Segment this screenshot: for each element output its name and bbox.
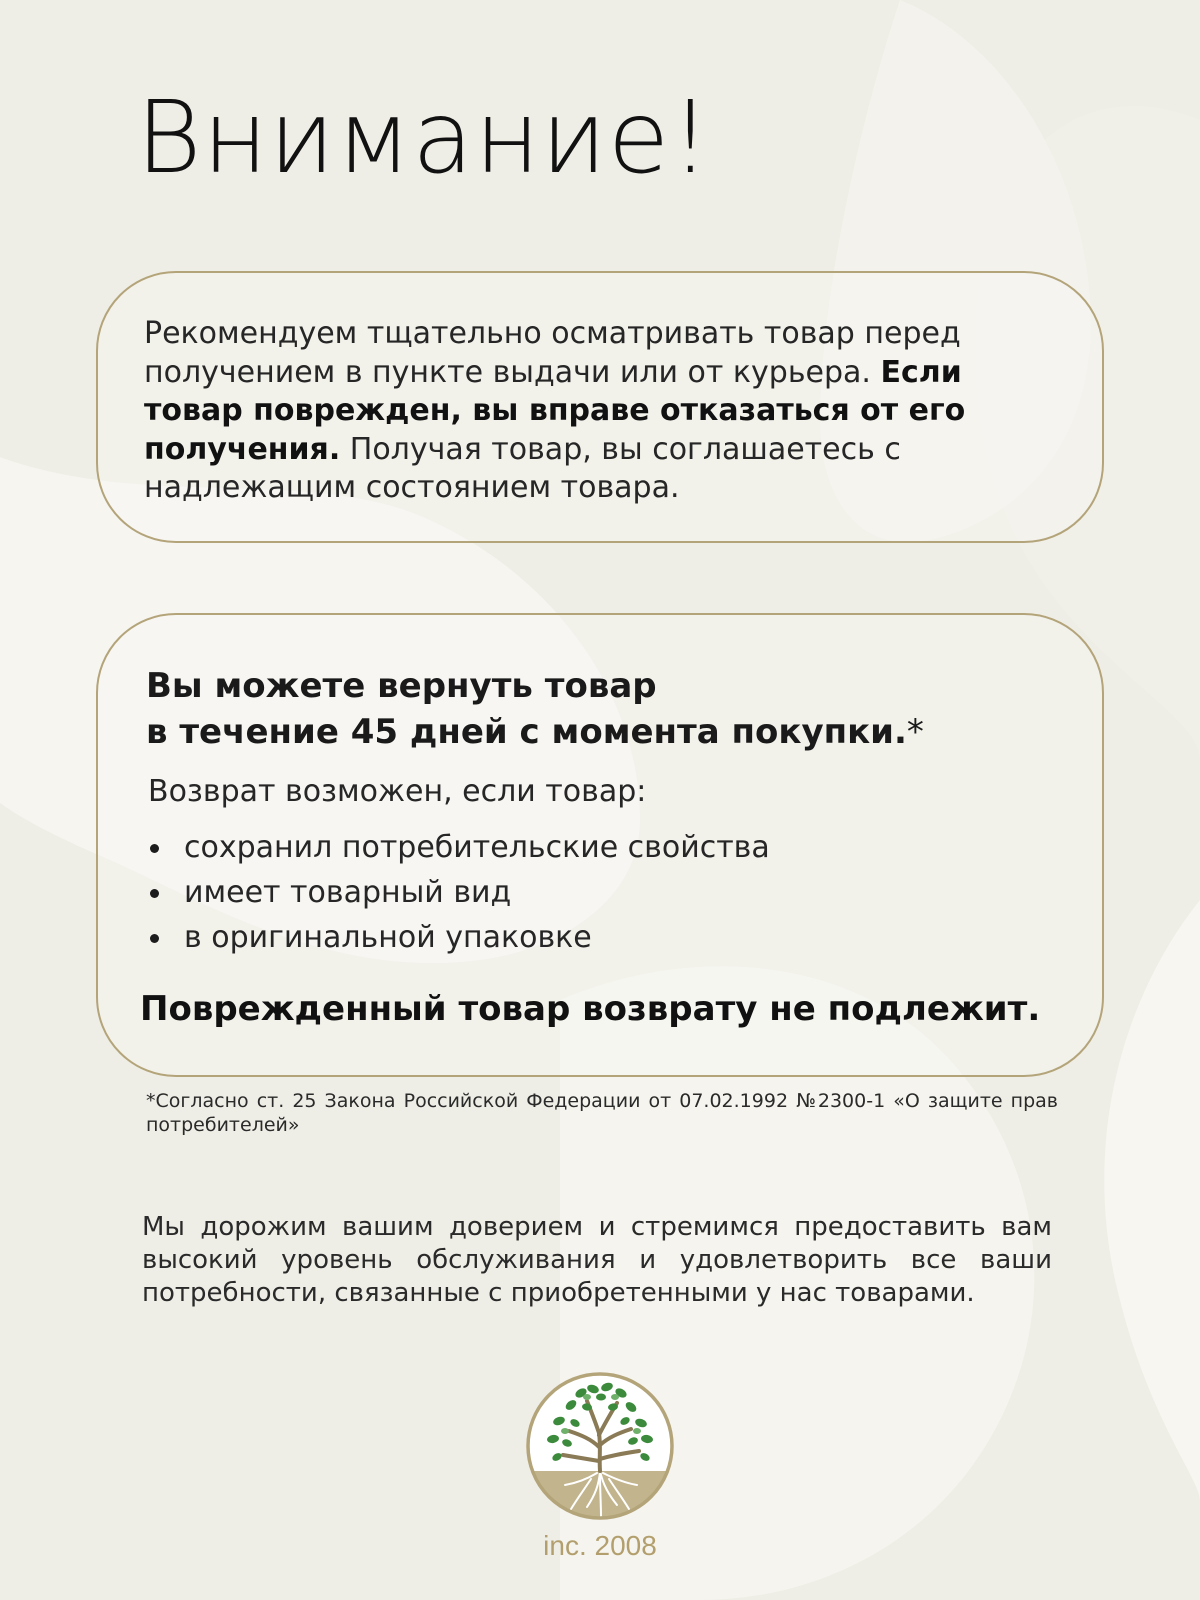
list-item (146, 825, 1062, 870)
list-item-text: сохранил потребительские свойства (184, 830, 770, 865)
founded-caption: inc. 2008 (543, 1530, 657, 1561)
inspection-acceptance: Получая товар, вы соглашаетесь с надлежащим состоянием товара. (144, 431, 901, 505)
inspection-refusal-right: Если товар поврежден, вы вправе отказаться от его получения. (144, 354, 966, 467)
inspection-notice-text (144, 315, 1032, 508)
tree-of-life-logo-icon (521, 1367, 679, 1525)
bullet-icon (150, 889, 159, 898)
list-item-text: имеет товарный вид (184, 875, 512, 910)
return-policy-card (96, 613, 1104, 1077)
return-conditions-list (146, 825, 1062, 960)
legal-footnote: *Согласно ст. 25 Закона Российской Федерации от 07.02.1992 №2300-1 «О защите прав потребителей» (146, 1090, 1058, 1136)
list-item (146, 915, 1062, 960)
damaged-goods-notice: Поврежденный товар возврату не подлежит. (140, 989, 1041, 1029)
inspection-intro: Рекомендуем тщательно осматривать товар перед получением в пункте выдачи или от курьера. (144, 316, 961, 390)
return-headline-line1: Вы можете вернуть товар (146, 666, 657, 706)
return-headline-line2: в течение 45 дней с момента покупки. (146, 712, 907, 752)
inspection-notice-card (96, 271, 1104, 543)
page-title: Внимание! (136, 79, 712, 196)
bullet-icon (150, 844, 159, 853)
list-item-text: в оригинальной упаковке (184, 920, 592, 955)
footnote-marker: * (906, 712, 924, 752)
return-headline (146, 663, 1062, 755)
return-condition-intro: Возврат возможен, если товар: (148, 774, 647, 809)
trust-statement: Мы дорожим вашим доверием и стремимся предоставить вам высокий уровень обслуживания и удовлетворить все ваши потребности, связанные с приобретенными у нас товарами. (142, 1212, 1052, 1308)
bullet-icon (150, 934, 159, 943)
list-item (146, 870, 1062, 915)
